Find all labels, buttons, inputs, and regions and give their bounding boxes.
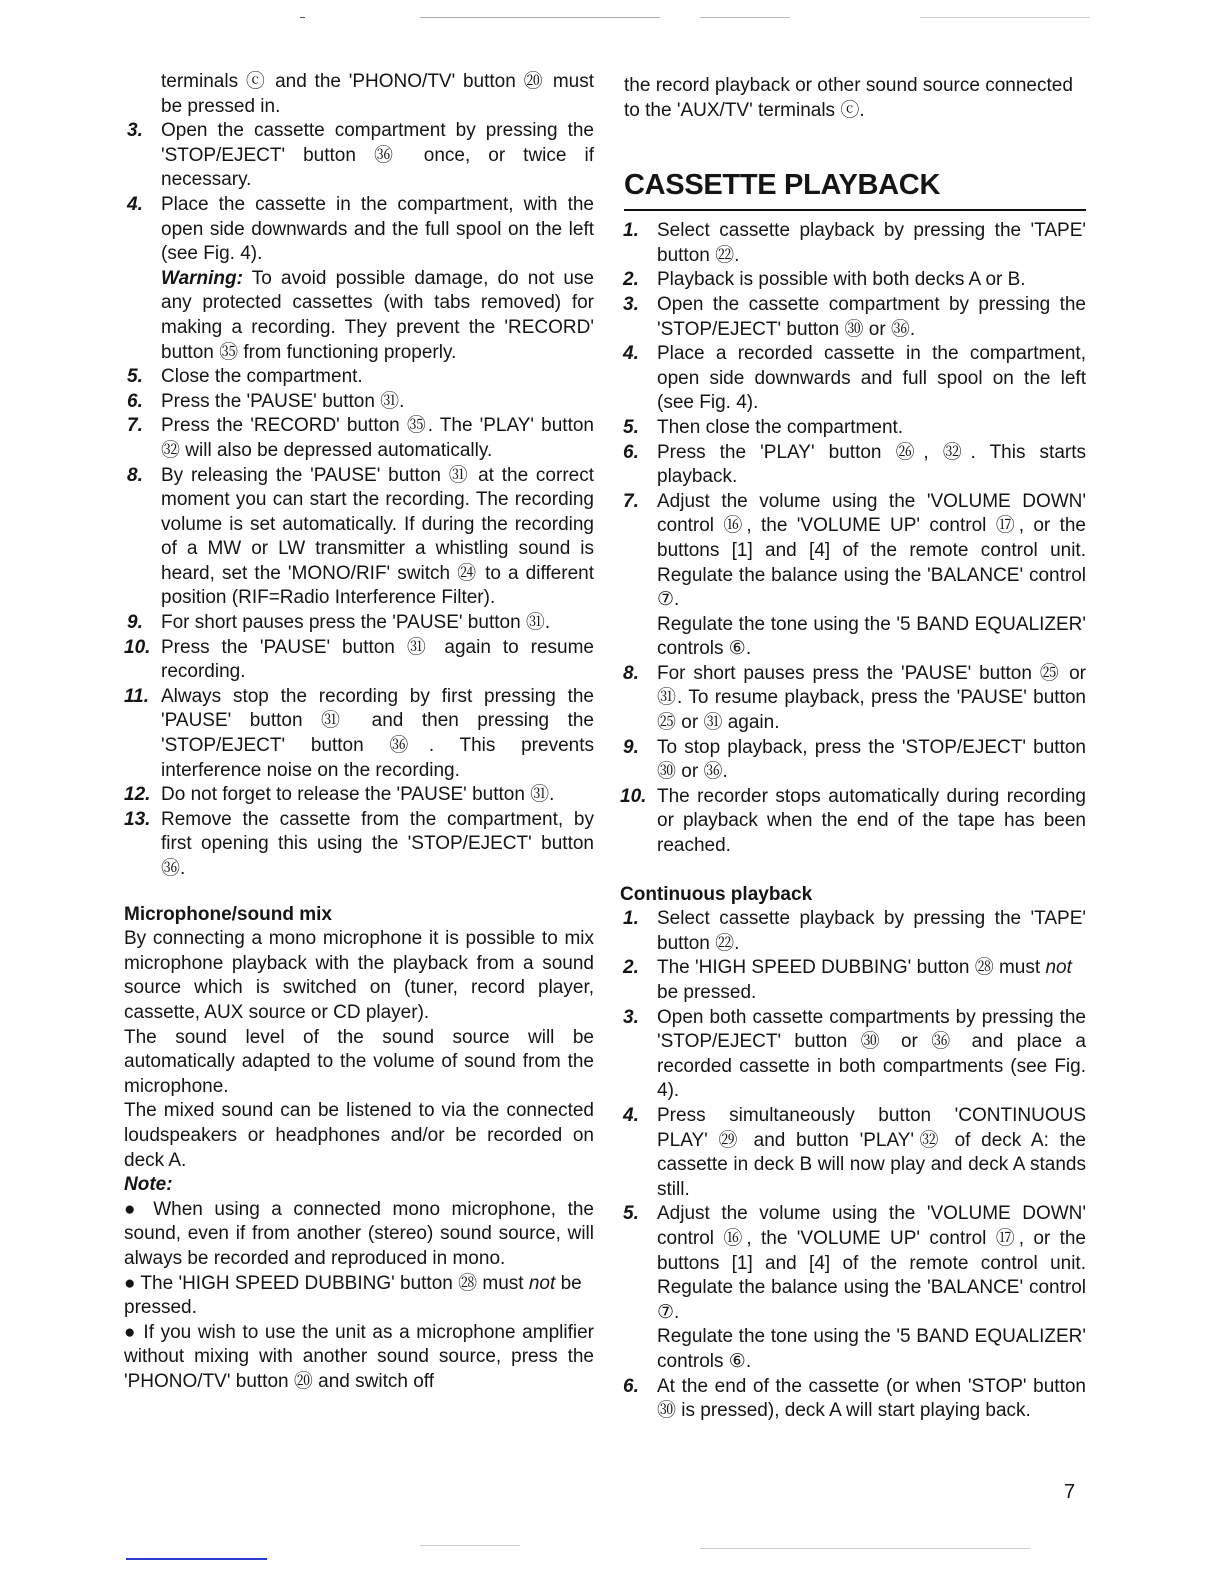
mic-mix-paragraph: By connecting a mono microphone it is possible to mix microphone playback with the playback from a sound source which is switched on (tuner, record player, cassette, AUX source or CD player). bbox=[124, 928, 594, 1023]
list-item: terminals ⓒ and the 'PHONO/TV' button ⑳ must be pressed in. bbox=[161, 71, 594, 117]
list-item: 11. Always stop the recording by first pressing the 'PAUSE' button ㉛ and then pressing the 'STOP/EJECT' button ㊱. This prevents interference noise on the recording. bbox=[124, 685, 594, 781]
section-divider bbox=[624, 209, 1086, 211]
list-item: 5. Then close the compartment. bbox=[623, 416, 904, 438]
list-item: 6. Press the 'PAUSE' button ㉛. bbox=[127, 390, 405, 412]
list-item: 9. To stop playback, press the 'STOP/EJECT' button ㉚ or ㊱. bbox=[623, 736, 1086, 783]
list-item: 5. Close the compartment. bbox=[127, 366, 363, 388]
scan-artifact bbox=[700, 1548, 1030, 1549]
list-item: 6. At the end of the cassette (or when 'STOP' button ㉚ is pressed), deck A will start playing back. bbox=[623, 1375, 1086, 1422]
warning-label: Warning: bbox=[161, 267, 243, 289]
continued-text: the record playback or other sound source connected to the 'AUX/TV' terminals ⓒ. bbox=[624, 75, 1073, 121]
list-item: 7. Press the 'RECORD' button ㉟. The 'PLAY' button ㉜ will also be depressed automatically. bbox=[127, 415, 594, 461]
right-column bbox=[620, 74, 1086, 1424]
list-item: 3. Open both cassette compartments by pressing the 'STOP/EJECT' button ㉚ or ㊱ and place a recorded cassette in both compartments (see Fig. 4). bbox=[623, 1006, 1086, 1102]
note-bullet: ● When using a connected mono microphone, the sound, even if from another (stereo) sound source, will always be recorded and reproduced in mono. bbox=[124, 1198, 594, 1269]
warning-note: Warning: To avoid possible damage, do not use any protected cassettes (with tabs removed) for making a recording. They prevent the 'RECORD' button ㉟ from functioning properly. bbox=[161, 267, 594, 363]
list-item: 1. Select cassette playback by pressing the 'TAPE' button ㉒. bbox=[623, 908, 1086, 954]
left-column bbox=[124, 70, 594, 1394]
list-item: 6. Press the 'PLAY' button ㉖, ㉜. This starts playback. bbox=[623, 441, 1086, 488]
note-bullet: ● If you wish to use the unit as a microphone amplifier without mixing with another sound source, press the 'PHONO/TV' button ⑳ and switch off bbox=[124, 1321, 594, 1392]
list-item: 3. Open the cassette compartment by pressing the 'STOP/EJECT' button ㊱ once, or twice if necessary. bbox=[127, 120, 594, 191]
continuous-playback-heading: Continuous playback bbox=[620, 883, 813, 905]
scan-artifact bbox=[300, 17, 305, 18]
list-item: 5. Adjust the volume using the 'VOLUME DOWN' control ⑯, the 'VOLUME UP' control ⑰, or the buttons [1] and [4] of the remote control unit. Regulate the balance using the 'BALANCE' control ⑦. Regulate the tone using the '5 BAND EQUALIZER' controls ⑥. bbox=[623, 1203, 1086, 1372]
list-item: 8. By releasing the 'PAUSE' button ㉛ at the correct moment you can start the recording. The recording volume is set automatically. If during the recording of a MW or LW transmitter a whistling sound is heard, set the 'MONO/RIF' switch ㉔ to a different position (RIF=Radio Interference Filter). bbox=[127, 464, 594, 609]
list-item: 12. Do not forget to release the 'PAUSE' button ㉛. bbox=[124, 784, 555, 806]
list-item: 13. Remove the cassette from the compartment, by first opening this using the 'STOP/EJECT' button ㊱. bbox=[124, 808, 594, 879]
section-title: CASSETTE PLAYBACK bbox=[624, 169, 941, 202]
list-item: 4. Place a recorded cassette in the compartment, open side downwards and full spool on the left (see Fig. 4). bbox=[623, 343, 1086, 414]
list-item: 1. Select cassette playback by pressing the 'TAPE' button ㉒. bbox=[623, 220, 1086, 266]
list-item: 2. Playback is possible with both decks A or B. bbox=[623, 269, 1026, 291]
scan-artifact bbox=[700, 17, 790, 18]
list-item: 2. The 'HIGH SPEED DUBBING' button ㉘ must not be pressed. bbox=[623, 957, 1072, 1003]
list-item: 9. For short pauses press the 'PAUSE' button ㉛. bbox=[127, 612, 551, 634]
list-item: 10. Press the 'PAUSE' button ㉛ again to resume recording. bbox=[124, 636, 594, 683]
playback-steps-list bbox=[620, 219, 1086, 858]
scan-artifact bbox=[420, 1545, 520, 1546]
recording-steps-list bbox=[124, 70, 594, 882]
list-item: 4. Place the cassette in the compartment, with the open side downwards and the full spool on the left (see Fig. 4). bbox=[127, 193, 594, 265]
continuous-steps-list bbox=[620, 907, 1086, 1423]
mic-mix-paragraph: The mixed sound can be listened to via the connected loudspeakers or headphones and/or be recorded on deck A. bbox=[124, 1100, 594, 1171]
bottom-rule bbox=[126, 1558, 267, 1560]
note-label: Note: bbox=[124, 1174, 173, 1196]
list-item: 3. Open the cassette compartment by pressing the 'STOP/EJECT' button ㉚ or ㊱. bbox=[623, 293, 1086, 340]
mic-mix-heading: Microphone/sound mix bbox=[124, 903, 332, 925]
scan-artifact bbox=[920, 17, 1090, 18]
list-item: 10. The recorder stops automatically during recording or playback when the end of the tape has been reached. bbox=[620, 785, 1086, 857]
list-item: 4. Press simultaneously button 'CONTINUOUS PLAY' ㉙ and button 'PLAY'㉜ of deck A: the cassette in deck B will now play and deck A stands still. bbox=[623, 1104, 1086, 1200]
list-item: 8. For short pauses press the 'PAUSE' button ㉕ or ㉛. To resume playback, press the 'PAUSE' button ㉕ or ㉛ again. bbox=[623, 662, 1086, 734]
list-item: 7. Adjust the volume using the 'VOLUME DOWN' control ⑯, the 'VOLUME UP' control ⑰, or the buttons [1] and [4] of the remote control unit. Regulate the balance using the 'BALANCE' control ⑦. Regulate the tone using the '5 BAND EQUALIZER' controls ⑥. bbox=[623, 490, 1086, 660]
page-number: 7 bbox=[1064, 1481, 1076, 1503]
scan-artifact bbox=[420, 17, 660, 18]
mic-mix-paragraph: The sound level of the sound source will be automatically adapted to the volume of sound from the microphone. bbox=[124, 1026, 594, 1097]
note-bullet: ● The 'HIGH SPEED DUBBING' button ㉘ must not be pressed. bbox=[124, 1272, 582, 1319]
